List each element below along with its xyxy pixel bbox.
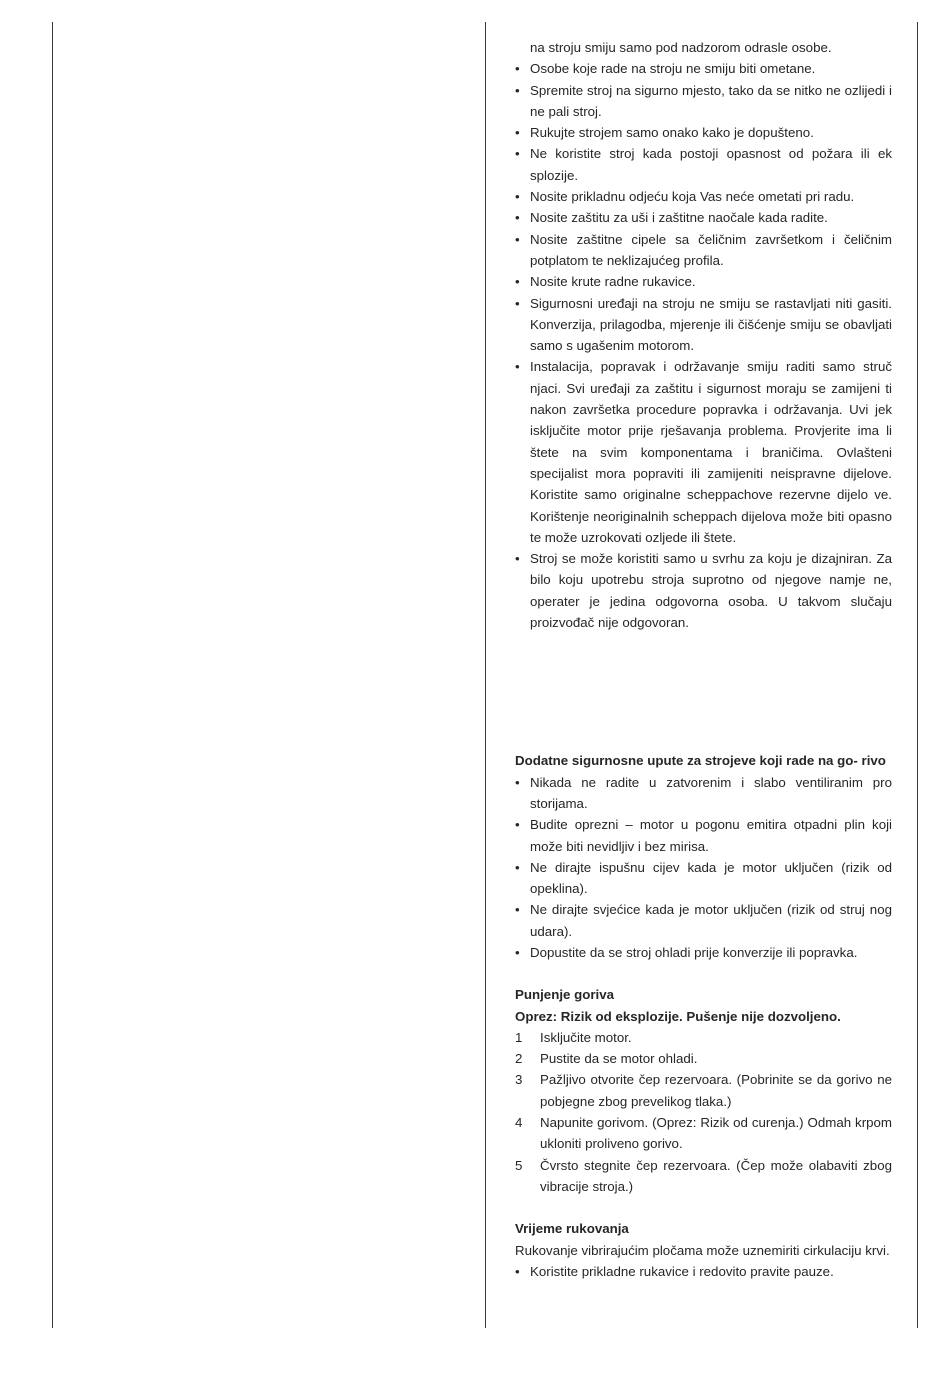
handling-time-heading: Vrijeme rukovanja	[515, 1221, 629, 1237]
bullet-icon: •	[515, 189, 520, 205]
step-number: 1	[515, 1029, 523, 1045]
step-number: 4	[515, 1115, 523, 1131]
refueling-section	[515, 984, 892, 1197]
list-item	[515, 80, 892, 123]
bullet-icon: •	[515, 125, 520, 141]
bullet-icon: •	[515, 817, 520, 833]
list-item	[515, 186, 892, 207]
list-item	[515, 229, 892, 272]
bullet-icon: •	[515, 359, 520, 375]
safety-list	[515, 58, 892, 633]
step-item	[515, 1112, 892, 1155]
list-item-text: Ne dirajte svjećice kada je motor uključen (rizik od struj nog udara).	[530, 902, 892, 939]
list-item-text: Ne dirajte ispušnu cijev kada je motor uključen (rizik od opeklina).	[530, 859, 892, 897]
list-item	[515, 548, 892, 633]
step-item	[515, 1027, 892, 1048]
fuel-machines-list	[515, 772, 892, 964]
step-number: 2	[515, 1051, 523, 1067]
list-item	[515, 772, 892, 815]
bullet-icon: •	[515, 551, 520, 567]
handling-time-section	[515, 1218, 892, 1282]
fuel-machines-heading: Dodatne sigurnosne upute za strojeve koji rade na go- rivo	[515, 753, 886, 769]
list-item-text: Nikada ne radite u zatvorenim i slabo ventiliranim pro storijama.	[530, 774, 892, 811]
bullet-icon: •	[515, 231, 520, 247]
step-text: Napunite gorivom. (Oprez: Rizik od curenja.) Odmah krpom ukloniti proliveno gorivo.	[540, 1115, 892, 1152]
list-item	[515, 271, 892, 292]
right-margin-rule	[917, 22, 918, 1328]
list-item	[515, 58, 892, 79]
bullet-icon: •	[515, 210, 520, 226]
list-item-text: Budite oprezni – motor u pogonu emitira otpadni plin koji može biti nevidljiv i bez mirisa.	[530, 817, 892, 854]
step-text: Isključite motor.	[540, 1029, 632, 1045]
step-number: 3	[515, 1072, 523, 1088]
list-item	[515, 122, 892, 143]
list-item-text: Nosite zaštitne cipele sa čeličnim završetkom i čeličnim potplatom te neklizajućeg profila.	[530, 231, 892, 268]
bullet-icon: •	[515, 774, 520, 790]
bullet-icon: •	[515, 146, 520, 162]
refueling-steps	[515, 1027, 892, 1197]
bullet-icon: •	[515, 1263, 520, 1279]
list-item-text: Sigurnosni uređaji na stroju ne smiju se rastavljati niti gasiti. Konverzija, prilagodba, mjerenje ili čišćenje smiju se obavljati samo s ugašenim motorom.	[530, 295, 892, 354]
list-item-text: Dopustite da se stroj ohladi prije konverzije ili popravka.	[530, 944, 858, 960]
list-item-text: Koristite prikladne rukavice i redovito pravite pauze.	[530, 1263, 834, 1279]
step-item	[515, 1155, 892, 1198]
text-column	[515, 37, 892, 1282]
bullet-icon: •	[515, 61, 520, 77]
list-item	[515, 857, 892, 900]
handling-time-text: Rukovanje vibrirajućim pločama može uznemiriti cirkulaciju krvi.	[515, 1242, 890, 1258]
refueling-warning: Oprez: Rizik od eksplozije. Pušenje nije dozvoljeno.	[515, 1008, 841, 1024]
list-item-text: Stroj se može koristiti samo u svrhu za koju je dizajniran. Za bilo koju upotrebu stroja suprotno od njegove namje ne, operater je jedina odgovorna osoba. U takvom slučaju proizvođač nije odgovoran.	[530, 551, 892, 631]
column-divider-rule	[485, 22, 486, 1328]
step-text: Pustite da se motor ohladi.	[540, 1051, 698, 1067]
list-item	[515, 814, 892, 857]
handling-time-list	[515, 1261, 892, 1282]
step-number: 5	[515, 1157, 523, 1173]
bullet-icon: •	[515, 859, 520, 875]
list-item-text: Nosite prikladnu odjeću koja Vas neće ometati pri radu.	[530, 189, 855, 205]
list-item-text: Instalacija, popravak i održavanje smiju raditi samo struč njaci. Svi uređaji za zaštitu i sigurnost moraju se zamijeni ti nakon završetka procedure popravka i održavanja. Uvi jek isključite motor prije rješavanja problema. Provjerite ima li štete na svim komponentama i braničima. Ovlašteni specijalist mora popraviti ili zamijeniti neispravne dijelove. Koristite samo originalne scheppachove rezervne dijelo ve. Korištenje neoriginalnih scheppach dijelova može biti opasno te može uzrokovati ozljede ili štete.	[530, 359, 892, 545]
list-item-text: Nosite zaštitu za uši i zaštitne naočale kada radite.	[530, 210, 828, 226]
list-item-text: Spremite stroj na sigurno mjesto, tako da se nitko ne ozlijedi i ne pali stroj.	[530, 82, 892, 119]
list-item-text: Nosite krute radne rukavice.	[530, 274, 696, 290]
list-item	[515, 293, 892, 357]
bullet-icon: •	[515, 274, 520, 290]
safety-instructions-section	[515, 37, 892, 633]
continuation-text: na stroju smiju samo pod nadzorom odrasle osobe.	[530, 40, 832, 55]
list-item	[515, 143, 892, 186]
refueling-heading: Punjenje goriva	[515, 987, 615, 1003]
bullet-icon: •	[515, 82, 520, 98]
bullet-icon: •	[515, 944, 520, 960]
list-item	[515, 356, 892, 548]
step-text: Pažljivo otvorite čep rezervoara. (Pobrinite se da gorivo ne pobjegne zbog prevelikog tlaka.)	[540, 1072, 892, 1109]
step-item	[515, 1048, 892, 1069]
bullet-icon: •	[515, 295, 520, 311]
list-item	[515, 942, 892, 963]
list-item	[515, 207, 892, 228]
list-item-text: Osobe koje rade na stroju ne smiju biti ometane.	[530, 61, 816, 77]
list-item-text: Rukujte strojem samo onako kako je dopušteno.	[530, 125, 814, 141]
bullet-icon: •	[515, 902, 520, 918]
step-text: Čvrsto stegnite čep rezervoara. (Čep može olabaviti zbog vibracije stroja.)	[540, 1157, 892, 1194]
step-item	[515, 1069, 892, 1112]
list-item	[515, 899, 892, 942]
fuel-machines-section	[515, 750, 892, 963]
list-item-text: Ne koristite stroj kada postoji opasnost od požara ili ek splozije.	[530, 146, 892, 183]
left-margin-rule	[52, 22, 53, 1328]
list-item	[515, 1261, 892, 1282]
